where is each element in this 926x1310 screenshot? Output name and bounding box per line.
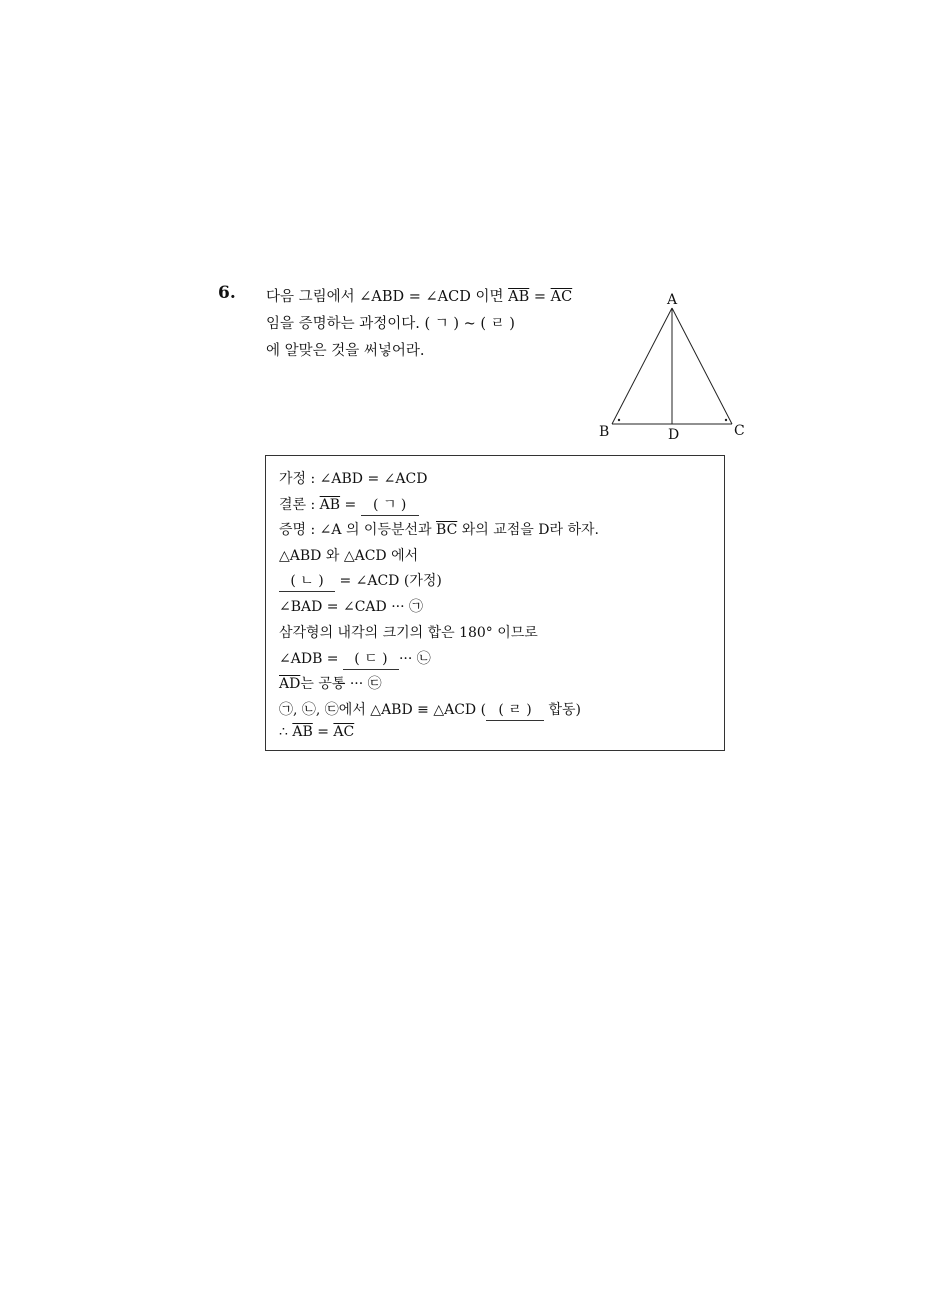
- equals-sign: =: [312, 724, 334, 740]
- common-side-line: [279, 673, 382, 693]
- equals-sign: =: [340, 497, 361, 513]
- segment-ab: $\overline{AB}$: [292, 724, 313, 740]
- side-ac: [672, 308, 732, 424]
- segment-ab: $\overline{AB}$: [508, 289, 530, 305]
- common-side-rest: 는 공통 ··· ㉢: [300, 676, 382, 692]
- triangle-figure: [592, 288, 752, 448]
- congruence-suffix: 합동): [544, 702, 582, 718]
- blank-n: ( ㄴ ): [279, 570, 335, 592]
- assumption-line: 가정 : ∠ABD = ∠ACD: [279, 471, 428, 487]
- conclusion-line: [279, 494, 419, 516]
- congruence-prefix: ㉠, ㉡, ㉢에서 △ABD ≡ △ACD (: [279, 702, 487, 718]
- question-text: [266, 284, 596, 365]
- adb-prefix: ∠ADB =: [279, 651, 343, 667]
- question-line-3: 에 알맞은 것을 써넣어라.: [266, 343, 425, 359]
- adb-suffix: ··· ㉡: [398, 651, 431, 667]
- proof-box: [265, 455, 725, 751]
- question-line-1-text: 다음 그림에서 ∠ABD = ∠ACD 이면: [266, 289, 509, 305]
- segment-ac: $\overline{AC}$: [550, 289, 573, 305]
- proof-suffix: 와의 교점을 D라 하자.: [457, 522, 599, 538]
- blank-d: ( ㄷ ): [343, 648, 399, 670]
- angle-step-rest: = ∠ACD (가정): [335, 573, 442, 589]
- adb-line: [279, 648, 431, 670]
- question-line-1: [266, 284, 596, 311]
- label-c: C: [734, 423, 745, 439]
- segment-ac: $\overline{AC}$: [333, 724, 355, 740]
- segment-bc: $\overline{BC}$: [436, 522, 458, 538]
- blank-g: ( ㄱ ): [361, 494, 419, 516]
- label-b: B: [599, 424, 610, 440]
- side-ab: [612, 308, 672, 424]
- proof-prefix: 증명 : ∠A 의 이등분선과: [279, 522, 437, 538]
- segment-ab: $\overline{AB}$: [319, 497, 341, 513]
- label-a: A: [667, 292, 678, 308]
- label-d: D: [668, 427, 680, 443]
- angle-sum-line: 삼각형의 내각의 크기의 합은 180° 이므로: [279, 625, 538, 641]
- therefore-prefix: ∴: [279, 724, 293, 740]
- equals-sign: =: [529, 289, 551, 305]
- angle-mark-c: [725, 419, 727, 421]
- conclusion-prefix: 결론 :: [279, 497, 320, 513]
- question-number: 6.: [218, 283, 236, 303]
- angle-step-line: [279, 570, 442, 592]
- angle-mark-b: [618, 419, 620, 421]
- proof-start-line: [279, 519, 599, 539]
- congruence-line: [279, 699, 581, 721]
- triangles-line: △ABD 와 △ACD 에서: [279, 548, 419, 564]
- therefore-line: [279, 724, 354, 740]
- question-line-2: 임을 증명하는 과정이다. ( ㄱ ) ~ ( ㄹ ): [266, 316, 515, 332]
- blank-r: ( ㄹ ): [486, 699, 544, 721]
- segment-ad: $\overline{AD}$: [279, 676, 301, 692]
- bisector-line: ∠BAD = ∠CAD ··· ㉠: [279, 599, 424, 615]
